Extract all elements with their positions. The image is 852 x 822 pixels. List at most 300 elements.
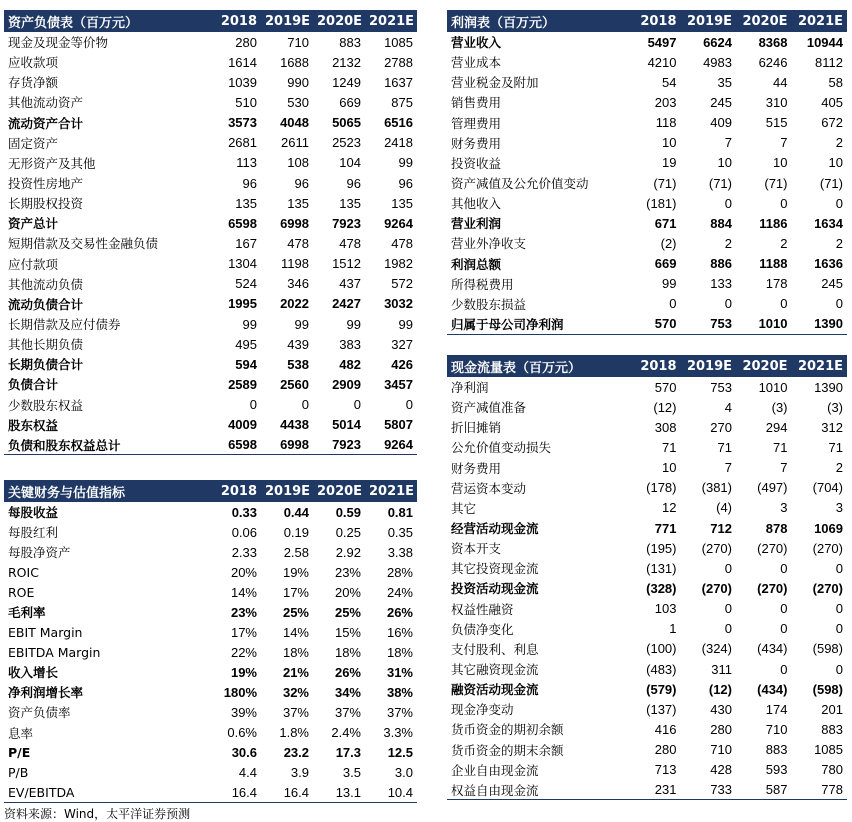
value-cell: 310 [765,94,788,110]
value-cell: 0 [724,621,732,637]
value-cell: (3) [771,399,788,415]
row-label: 营业成本 [451,55,502,71]
value-cell: 104 [339,155,361,171]
row-label: 毛利率 [8,605,46,621]
balance-sheet-panel [4,10,417,455]
row-label: EBITDA Margin [8,644,101,660]
table-row [4,395,417,415]
value-cell: 0 [835,560,843,576]
value-cell: 515 [765,115,788,131]
value-cell: 10 [717,155,732,171]
value-cell: 2418 [384,135,413,151]
value-cell: 3.5 [342,765,361,781]
value-cell: 10 [662,460,677,476]
value-cell: 5065 [332,115,361,131]
value-cell: 32% [282,684,309,700]
value-cell: 0.06 [231,524,257,540]
value-cell: 71 [662,439,677,455]
value-cell: 9264 [384,215,413,231]
row-label: 少数股东权益 [8,397,84,413]
row-label: 每股收益 [8,505,59,521]
table-row [4,723,417,743]
year-header: 2018 [625,10,681,32]
row-label: 其它投资现金流 [451,561,539,577]
row-label: ROE [8,584,35,600]
value-cell: 733 [681,780,737,800]
value-cell: (381) [701,480,732,496]
row-label: 其他长期负债 [8,337,84,353]
table-header-row [4,10,417,32]
value-cell: 174 [765,701,788,717]
row-label: 净利润增长率 [8,685,84,701]
value-cell: 572 [391,276,413,292]
table-row [4,133,417,153]
value-cell: 7 [780,460,788,476]
value-cell: 437 [339,276,361,292]
value-cell: (483) [646,661,677,677]
value-cell: (71) [708,175,732,191]
row-label: 归属于母公司净利润 [447,314,625,334]
table-title: 利润表（百万元） [447,10,625,32]
value-cell: 3.0 [394,765,413,781]
value-cell: 18% [334,644,361,660]
table-row [4,233,417,253]
year-header: 2019E [681,10,737,32]
value-cell: 37% [282,704,309,720]
value-cell: 884 [710,215,732,231]
value-cell: 20% [230,564,257,580]
table-row [447,578,847,598]
value-cell: 587 [736,780,792,800]
value-cell: (71) [764,175,788,191]
value-cell: (178) [646,480,677,496]
table-row [447,32,847,52]
table-row [447,254,847,274]
value-cell: 1304 [228,256,257,272]
value-cell: 3457 [384,376,413,392]
value-cell: 1069 [814,520,843,536]
value-cell: 6998 [280,215,309,231]
value-cell: (2) [660,235,677,251]
value-cell: 710 [710,742,732,758]
value-cell: 18% [282,644,309,660]
value-cell: 10 [828,155,843,171]
value-cell: 135 [287,195,309,211]
value-cell: 0 [724,296,732,312]
table-title: 关键财务与估值指标 [4,480,209,502]
table-row [447,397,847,417]
table-row [4,743,417,763]
balance-sheet-table [4,10,417,455]
row-label: 经营活动现金流 [451,521,539,537]
row-label: 财务费用 [451,460,502,476]
value-cell: 4983 [703,54,732,70]
value-cell: 6246 [758,54,788,70]
row-label: 长期股权投资 [8,196,84,212]
value-cell: 482 [339,356,361,372]
table-row [447,274,847,294]
value-cell: 10944 [806,34,843,50]
value-cell: 71 [717,439,732,455]
key-ratios-panel [4,480,417,803]
value-cell: 19% [282,564,309,580]
value-cell: 2560 [280,376,309,392]
table-row [4,622,417,642]
table-row [447,558,847,578]
value-cell: 71 [773,439,788,455]
value-cell: 99 [346,316,361,332]
table-row [447,639,847,659]
value-cell: (497) [757,480,788,496]
year-header: 2021E [792,355,848,377]
value-cell: 311 [711,661,732,677]
value-cell: 883 [821,721,843,737]
table-row [447,599,847,619]
value-cell: 426 [391,356,413,372]
value-cell: (324) [701,641,732,657]
value-cell: 17% [230,624,257,640]
table-row [447,72,847,92]
value-cell: (434) [757,641,788,657]
value-cell: 1198 [281,256,309,272]
value-cell: 524 [235,276,257,292]
row-label: 财务费用 [451,135,502,151]
value-cell: 178 [765,276,788,292]
row-label: 应付款项 [8,256,59,272]
row-label: 投资活动现金流 [451,581,539,597]
year-header: 2020E [313,10,365,32]
row-label: 其他流动负债 [8,276,84,292]
table-header-row [447,355,847,377]
row-label: 其它融资现金流 [451,662,539,678]
row-label: 每股净资产 [8,545,71,561]
year-header: 2021E [365,480,417,502]
value-cell: 1688 [280,54,309,70]
cash-flow-panel [447,355,847,800]
table-row [447,314,847,334]
value-cell: 0 [249,397,257,413]
table-row [4,662,417,682]
table-row [4,582,417,602]
value-cell: 280 [235,34,257,50]
value-cell: 0 [835,621,843,637]
table-row [447,294,847,314]
value-cell: 883 [339,34,361,50]
cash-flow-table [447,355,847,800]
value-cell: 0.44 [283,504,309,520]
table-row [447,699,847,719]
row-label: 企业自由现金流 [451,762,539,778]
value-cell: 231 [625,780,681,800]
value-cell: 0 [835,661,843,677]
value-cell: 886 [710,256,732,272]
value-cell: (270) [812,540,843,556]
table-row [4,254,417,274]
value-cell: 6598 [209,435,261,455]
table-row [447,173,847,193]
value-cell: 570 [654,379,677,395]
value-cell: 0 [724,560,732,576]
value-cell: 17% [282,584,309,600]
row-label: 负债和股东权益总计 [4,435,209,455]
row-label: EBIT Margin [8,624,83,640]
value-cell: 2788 [384,54,413,70]
value-cell: 1982 [384,256,413,272]
value-cell: 96 [398,175,413,191]
row-label: 息率 [8,725,34,741]
value-cell: (131) [646,560,677,576]
row-label: P/E [8,745,31,761]
table-row [4,32,417,52]
value-cell: 1390 [814,379,843,395]
value-cell: 1995 [228,296,257,312]
value-cell: 96 [346,175,361,191]
value-cell: 23% [230,604,257,620]
value-cell: (71) [653,175,677,191]
value-cell: 118 [655,115,677,131]
row-label: 少数股东损益 [451,296,527,312]
value-cell: 2132 [332,54,361,70]
value-cell: (3) [827,399,843,415]
value-cell: 14% [282,624,309,640]
table-row [4,354,417,374]
value-cell: 9264 [365,435,417,455]
value-cell: 203 [654,94,677,110]
value-cell: 0 [780,560,788,576]
value-cell: 0 [724,195,732,211]
value-cell: 753 [710,379,732,395]
value-cell: 3.9 [290,765,309,781]
value-cell: (328) [646,580,677,596]
value-cell: 416 [654,721,677,737]
row-label: 股东权益 [8,417,59,433]
value-cell: 1010 [736,314,792,334]
value-cell: 771 [654,520,677,536]
value-cell: 7 [780,135,788,151]
value-cell: 1 [669,621,677,637]
table-row [447,153,847,173]
year-header: 2020E [736,355,792,377]
table-row [4,374,417,394]
value-cell: 1085 [814,742,843,758]
value-cell: 1.8% [279,725,309,741]
year-header: 2019E [261,480,313,502]
table-row [4,502,417,522]
value-cell: 2 [780,235,788,251]
value-cell: 1634 [814,215,843,231]
value-cell: 2.58 [283,544,309,560]
value-cell: 4 [724,399,732,415]
key-ratios-table [4,480,417,803]
value-cell: 31% [386,664,413,680]
row-label: 长期借款及应付债券 [8,317,121,333]
value-cell: 409 [710,115,732,131]
value-cell: 4438 [280,417,309,433]
table-row [4,193,417,213]
value-cell: 4210 [647,54,677,70]
value-cell: 1614 [228,54,257,70]
row-label: 资产减值准备 [451,400,527,416]
table-row [447,52,847,72]
value-cell: (270) [701,540,732,556]
value-cell: 99 [662,276,677,292]
value-cell: 38% [386,684,413,700]
value-cell: (181) [646,195,677,211]
value-cell: (12) [653,399,677,415]
table-row [4,763,417,783]
table-row [4,642,417,662]
value-cell: 0 [835,296,843,312]
value-cell: 2022 [280,296,309,312]
value-cell: 99 [294,316,309,332]
value-cell: 7923 [313,435,365,455]
row-label: 无形资产及其他 [8,155,96,171]
value-cell: 58 [828,74,843,90]
table-row [447,780,847,800]
value-cell: 54 [662,74,677,90]
row-label: 负债净变化 [451,621,514,637]
row-label: 流动资产合计 [8,115,84,131]
value-cell: 2.33 [231,544,257,560]
table-row [4,294,417,314]
value-cell: 7923 [332,215,361,231]
value-cell: 7 [724,135,732,151]
value-cell: 1249 [332,74,361,90]
value-cell: 1186 [759,215,788,231]
value-cell: 0.59 [335,504,361,520]
value-cell: 19 [662,155,677,171]
value-cell: 0 [669,296,677,312]
table-row [4,542,417,562]
value-cell: 34% [334,684,361,700]
table-row [447,417,847,437]
income-statement-table [447,10,847,335]
value-cell: 8368 [758,34,788,50]
value-cell: 180% [223,684,257,700]
value-cell: 530 [287,94,309,110]
value-cell: 1085 [384,34,413,50]
table-row [447,498,847,518]
value-cell: (12) [708,681,732,697]
row-label: 折旧摊销 [451,420,502,436]
value-cell: 383 [339,336,361,352]
value-cell: 16% [386,624,413,640]
table-row [4,702,417,722]
row-label: 现金及现金等价物 [8,35,109,51]
value-cell: 428 [710,762,732,778]
value-cell: 26% [334,664,361,680]
value-cell: 23% [334,564,361,580]
row-label: 流动负债合计 [8,296,84,312]
row-label: 投资收益 [451,155,502,171]
value-cell: 12 [662,500,677,516]
value-cell: 0.6% [227,725,257,741]
row-label: ROIC [8,564,39,580]
value-cell: (100) [646,641,677,657]
row-label: 投资性房地产 [8,176,84,192]
value-cell: 3 [835,500,843,516]
table-row [4,113,417,133]
value-cell: 0 [835,601,843,617]
value-cell: 3.3% [383,725,413,741]
value-cell: (270) [812,580,843,596]
table-row [4,415,417,435]
value-cell: 593 [765,762,788,778]
row-label: 管理费用 [451,115,502,131]
value-cell: 0 [405,397,413,413]
table-row [4,52,417,72]
row-label: 其他流动资产 [8,95,84,111]
row-label: 净利润 [451,380,489,396]
table-row [4,213,417,233]
value-cell: 28% [386,564,413,580]
value-cell: 20% [334,584,361,600]
table-row [447,659,847,679]
value-cell: 510 [235,94,257,110]
table-row [447,740,847,760]
value-cell: 2427 [332,296,361,312]
table-row [447,377,847,397]
value-cell: 570 [625,314,681,334]
table-row [447,719,847,739]
table-row [4,92,417,112]
income-statement-panel [447,10,847,335]
value-cell: 0 [353,397,361,413]
table-row [447,458,847,478]
value-cell: 4048 [280,115,309,131]
value-cell: 1188 [759,256,788,272]
value-cell: 4.4 [238,765,257,781]
table-row [447,518,847,538]
value-cell: 2681 [228,135,257,151]
value-cell: 108 [287,155,309,171]
table-row [4,274,417,294]
value-cell: 0 [301,397,309,413]
value-cell: 96 [294,175,309,191]
row-label: 权益自由现金流 [447,780,625,800]
value-cell: 990 [287,74,309,90]
table-row [4,435,417,455]
row-label: 应收款项 [8,55,59,71]
value-cell: 12.5 [387,745,413,761]
value-cell: (137) [646,701,677,717]
value-cell: 780 [821,762,843,778]
table-row [4,173,417,193]
value-cell: 2611 [281,135,309,151]
table-row [4,334,417,354]
value-cell: 669 [339,94,361,110]
value-cell: 875 [391,94,413,110]
table-row [447,619,847,639]
value-cell: 495 [235,336,257,352]
value-cell: 44 [773,74,788,90]
value-cell: 0 [780,661,788,677]
value-cell: (598) [812,641,843,657]
table-row [447,679,847,699]
row-label: 营业税金及附加 [451,75,539,91]
row-label: 资产总计 [8,216,59,232]
value-cell: 2.92 [335,544,361,560]
value-cell: (704) [812,480,843,496]
year-header: 2019E [261,10,313,32]
row-label: 公允价值变动损失 [451,440,552,456]
table-row [4,72,417,92]
table-row [4,522,417,542]
value-cell: 713 [654,762,677,778]
value-cell: 346 [287,276,309,292]
year-header: 2021E [365,10,417,32]
value-cell: 0.35 [387,524,413,540]
